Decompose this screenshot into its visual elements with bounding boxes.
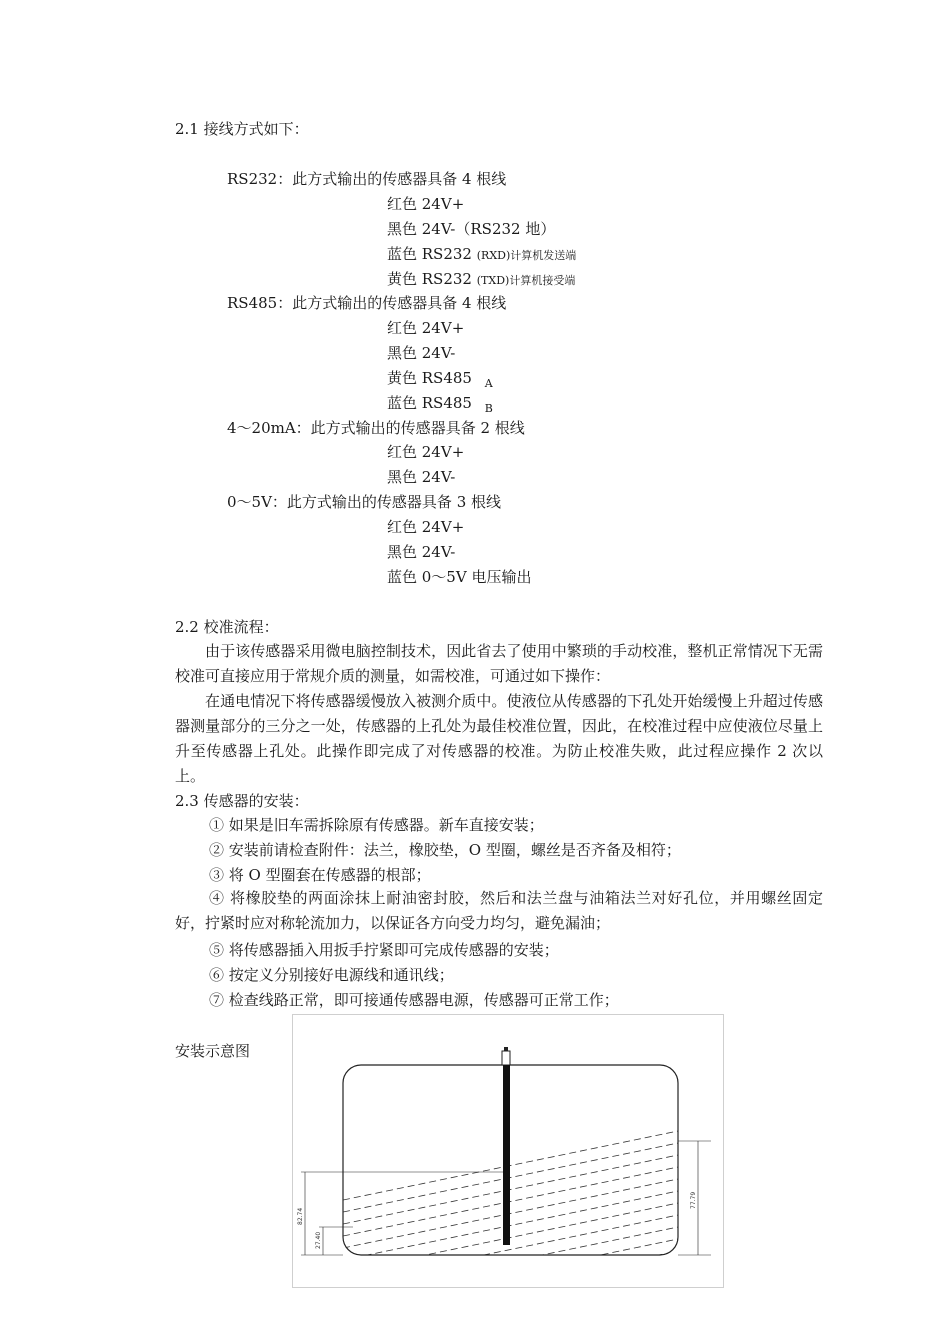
wire-item: 黑色 24V- (387, 468, 456, 486)
wiring-group-header: 0～5V：此方式输出的传感器具备 3 根线 (227, 493, 502, 511)
sensor-probe (503, 1065, 510, 1245)
wiring-group-header: 4～20mA：此方式输出的传感器具备 2 根线 (227, 419, 525, 437)
wire-item: 红色 24V+ (387, 443, 465, 461)
wire-note: (TXD)计算机接受端 (476, 274, 576, 287)
paragraph: 在通电情况下将传感器缓慢放入被测介质中。使液位从传感器的下孔处开始缓慢上升超过传感器测量部分的三分之一处，传感器的上孔处为最佳校准位置，因此，在校准过程中应使液位尽量上升至传感器上孔处。此操作即完成了对传感器的校准。为防止校准失败，此过程应操作 2 次以上。 (175, 692, 823, 785)
liquid-hatch (343, 1131, 678, 1287)
install-step: ① 如果是旧车需拆除原有传感器。新车直接安装； (209, 816, 544, 834)
tank-diagram (293, 1015, 723, 1287)
wire-item: 红色 24V+ (387, 195, 465, 213)
calibration-text (175, 639, 823, 789)
wire-note: A (484, 377, 493, 390)
dim-label-left-inner: 27.40 (315, 1231, 322, 1249)
section-2-2-title: 2.2 校准流程： (175, 618, 279, 636)
install-step: ③ 将 O 型圈套在传感器的根部； (209, 866, 431, 884)
install-step: ⑤ 将传感器插入用扳手拧紧即可完成传感器的安装； (209, 941, 559, 959)
install-step-wrap (175, 886, 823, 936)
sensor-head (502, 1051, 510, 1065)
dim-label-left-outer: 82.74 (297, 1207, 304, 1225)
wire-item: 红色 24V+ (387, 319, 465, 337)
wire-item: 黑色 24V-（RS232 地） (387, 220, 556, 238)
wiring-group-header: RS232：此方式输出的传感器具备 4 根线 (227, 170, 507, 188)
sensor-connector (504, 1047, 508, 1051)
wire-item: 蓝色 0～5V 电压输出 (387, 568, 532, 586)
install-step: ⑥ 按定义分别接好电源线和通讯线； (209, 966, 454, 984)
tank-outline (343, 1065, 678, 1255)
wire-item: 黑色 24V- (387, 344, 456, 362)
wire-item: 黄色 RS485 $_A$ (387, 369, 493, 390)
installation-diagram (292, 1014, 724, 1288)
wiring-group-header: RS485：此方式输出的传感器具备 4 根线 (227, 294, 507, 312)
paragraph: 由于该传感器采用微电脑控制技术，因此省去了使用中繁琐的手动校准，整机正常情况下无需校准可直接应用于常规介质的测量，如需校准，可通过如下操作： (175, 642, 823, 685)
wire-item: 红色 24V+ (387, 518, 465, 536)
section-2-3-title: 2.3 传感器的安装： (175, 792, 309, 810)
wire-item: 黄色 RS232 (TXD)计算机接受端 (387, 270, 576, 288)
install-step: ⑦ 检查线路正常，即可接通传感器电源，传感器可正常工作； (209, 991, 619, 1009)
install-step: ② 安装前请检查附件：法兰，橡胶垫，O 型圈，螺丝是否齐备及相符； (209, 841, 681, 859)
install-step: ④ 将橡胶垫的两面涂抹上耐油密封胶，然后和法兰盘与油箱法兰对好孔位，并用螺丝固定好，拧紧时应对称轮流加力，以保证各方向受力均匀，避免漏油； (175, 889, 823, 932)
wire-note: (RXD)计算机发送端 (476, 249, 577, 262)
wire-item: 蓝色 RS232 (RXD)计算机发送端 (387, 245, 577, 263)
dim-label-right: 77.79 (690, 1191, 697, 1209)
figure-caption: 安装示意图 (175, 1042, 251, 1060)
wire-note: B (484, 402, 493, 415)
section-2-1-title: 2.1 接线方式如下： (175, 120, 309, 138)
wire-item: 蓝色 RS485 $_B$ (387, 394, 493, 415)
wire-item: 黑色 24V- (387, 543, 456, 561)
